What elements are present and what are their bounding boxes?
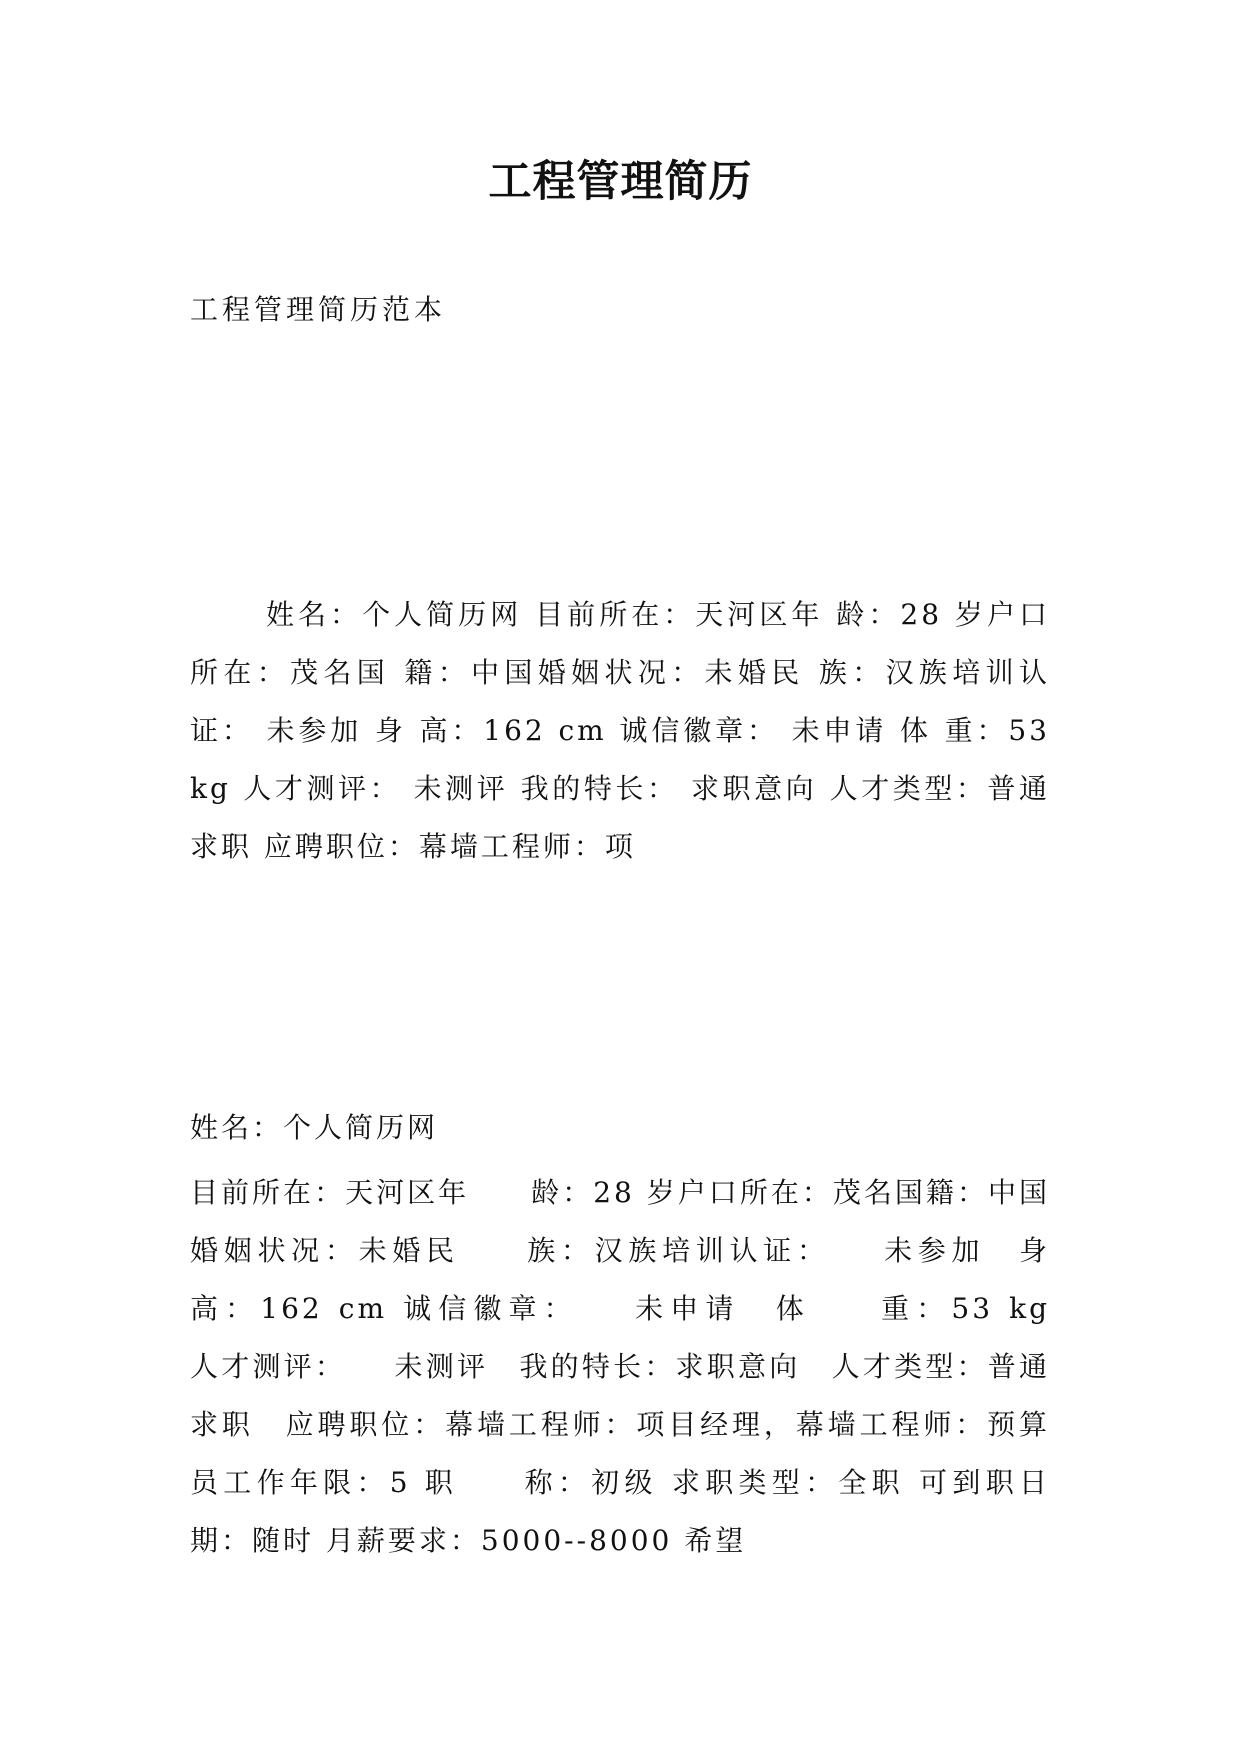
resume-paragraph-2: 目前所在：天河区年 龄：28 岁户口所在：茂名国籍：中国婚姻状况：未婚民 族：汉族培训认证： 未参加 身 高：162 cm 诚信徽章： 未申请 体 重：53 kg 人才测评： 未测评 我的特长：求职意向 人才类型：普通求职 应聘职位：幕墙工程师：项目经理，幕墙工程师：预算员工作年限：5 职 称：初级 求职类型：全职 可到职日期：随时 月薪要求：5000--8000 希望: [190, 1176, 1113, 1557]
resume-paragraph-1: 姓名：个人简历网 目前所在：天河区年 龄：28 岁户口所在：茂名国 籍：中国婚姻状况：未婚民 族：汉族培训认证： 未参加 身 高：162 cm 诚信徽章： 未申请 体 重：53 kg 人才测评： 未测评 我的特长： 求职意向 人才类型：普通求职 应聘职位：幕墙工程师：项: [190, 598, 1050, 863]
resume-name-line: 姓名：个人简历网: [190, 1111, 439, 1144]
document-title: 工程管理简历: [488, 157, 753, 207]
document-subtitle: 工程管理简历范本: [190, 293, 447, 326]
